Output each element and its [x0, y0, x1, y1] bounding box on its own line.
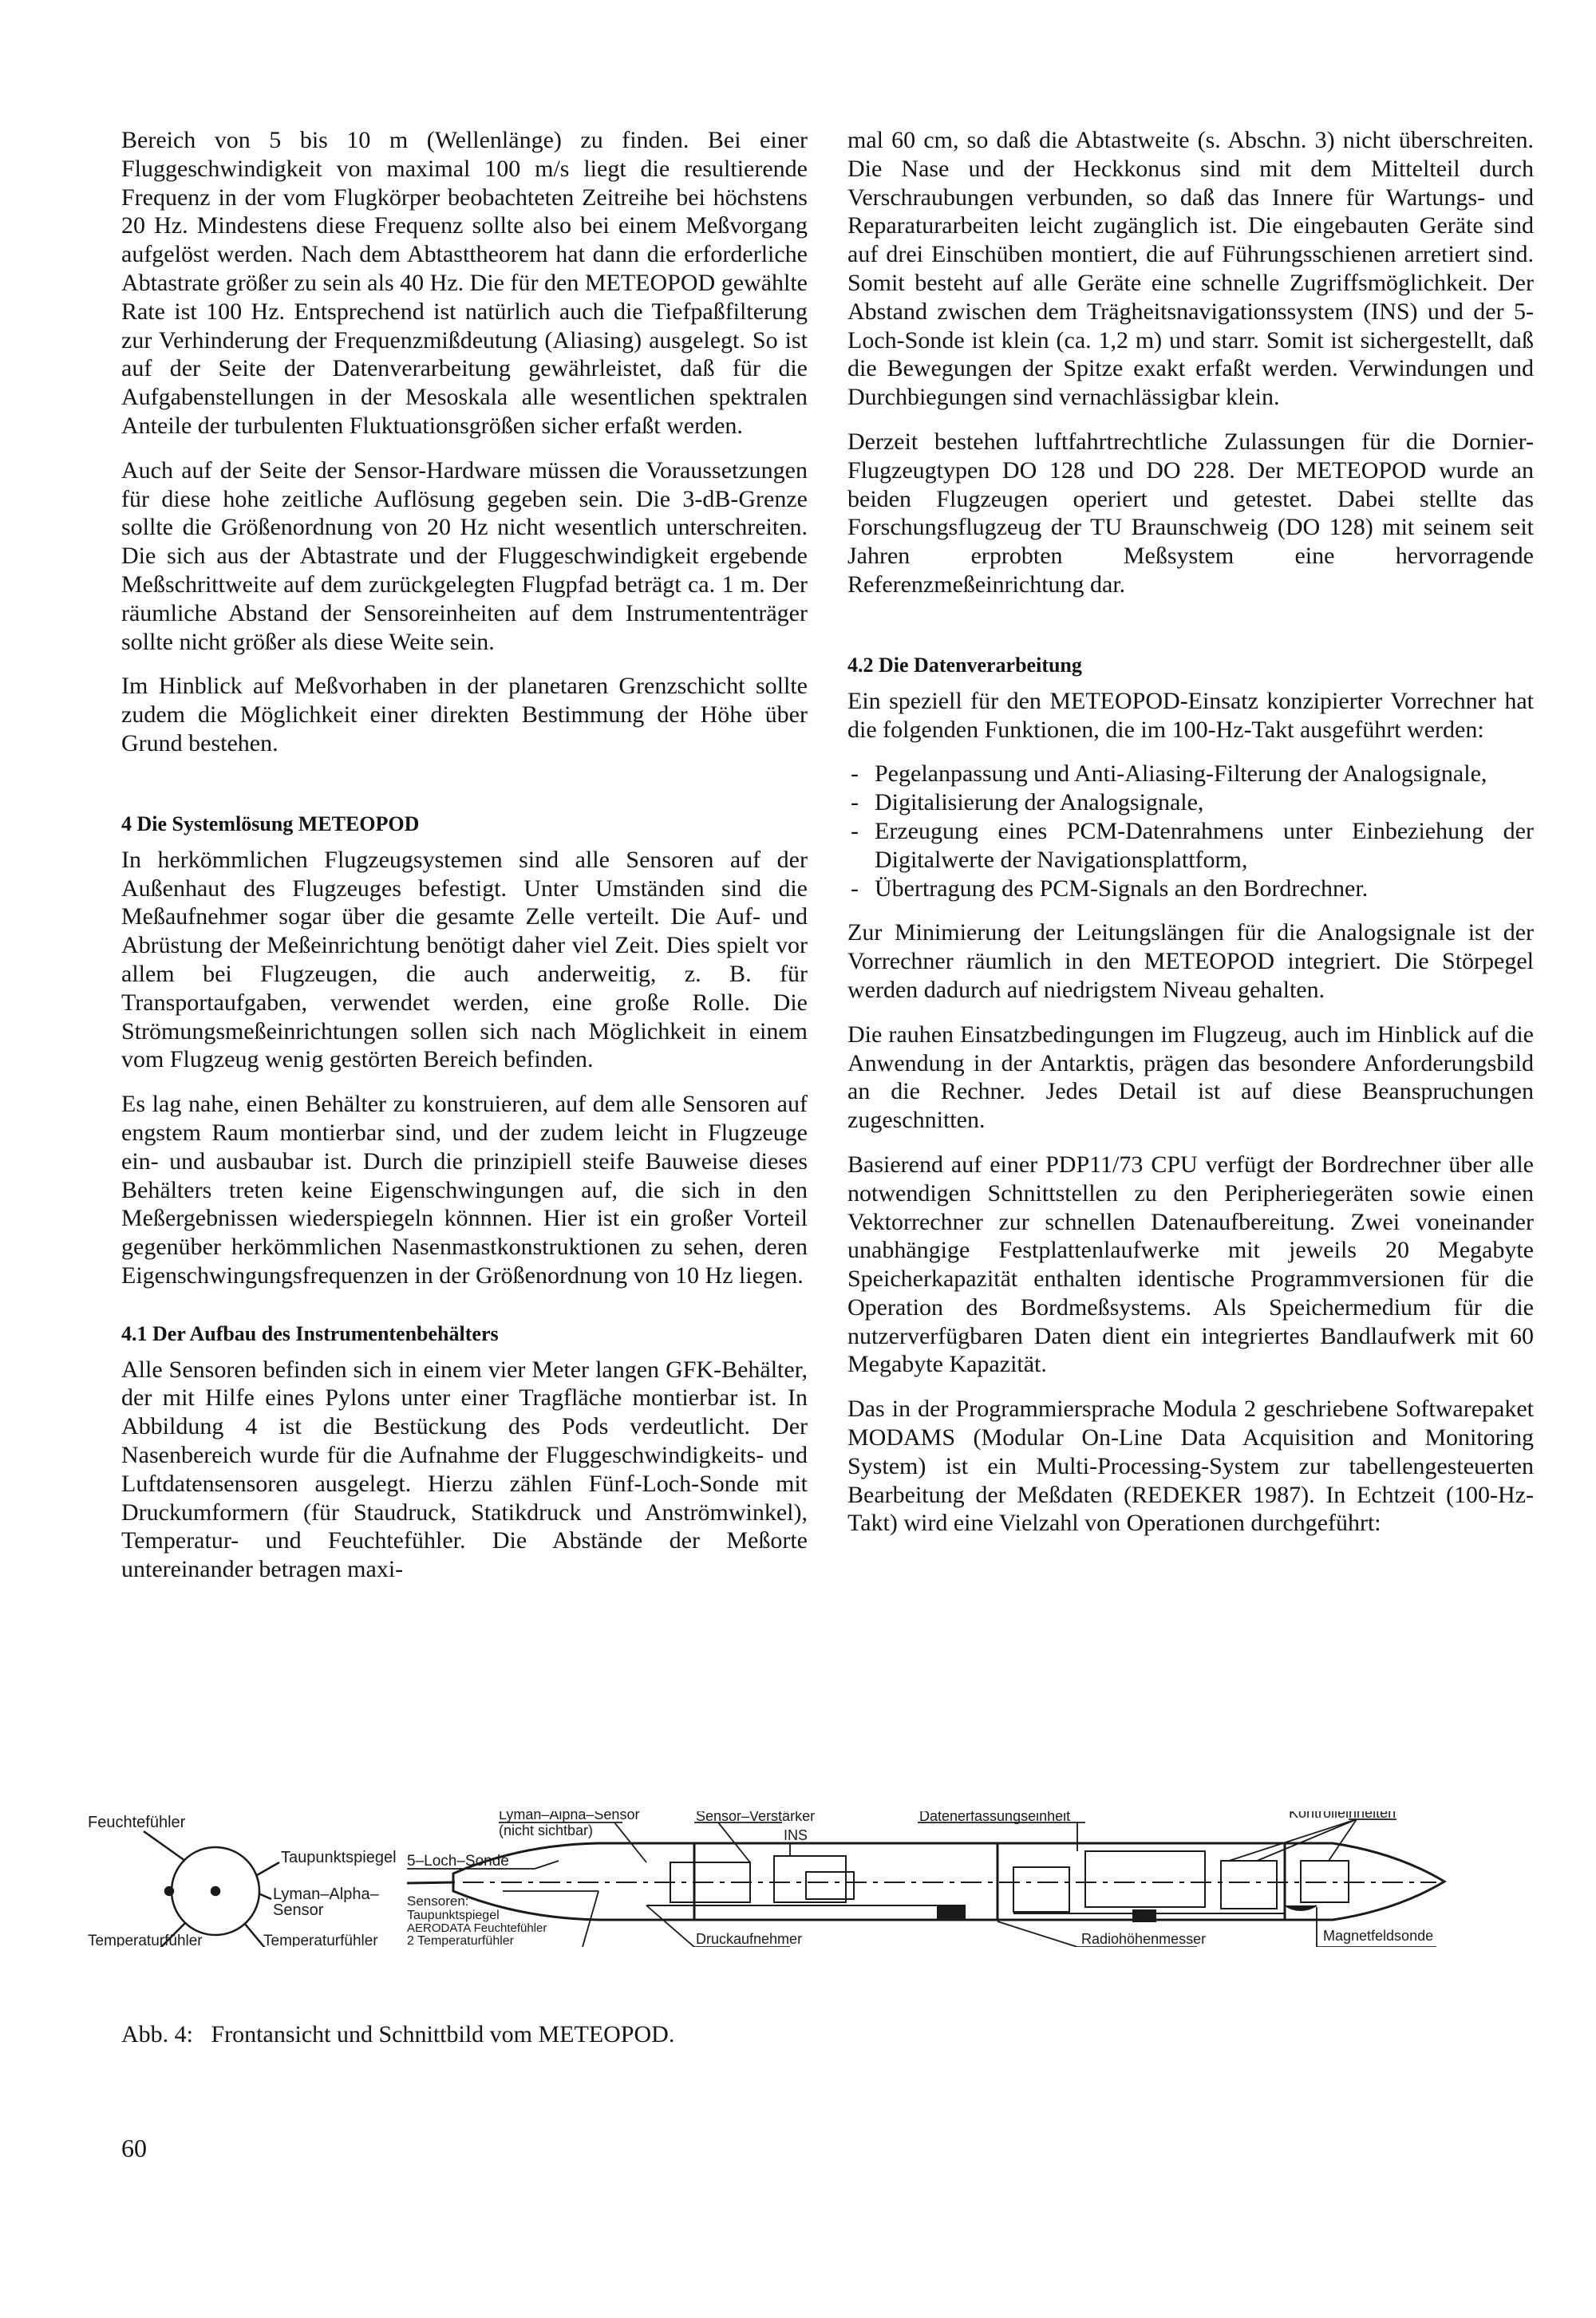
- front-view: [144, 1831, 279, 1947]
- label-sensoren-2: Taupunktspiegel: [407, 1909, 500, 1922]
- label-kontrolleinheiten: Kontrolleinheiten: [1289, 1811, 1396, 1821]
- caption-text: Frontansicht und Schnittbild vom METEOPOD.: [211, 2021, 675, 2048]
- left-column: [121, 126, 808, 1600]
- label-temp-right: Temperaturfühler: [263, 1933, 378, 1947]
- pod-internals: [463, 1851, 1436, 1921]
- right-column: [847, 126, 1534, 1554]
- label-sensor-verstaerker: Sensor–Verstärker: [696, 1811, 816, 1824]
- label-druckaufnehmer: Druckaufnehmer: [696, 1931, 803, 1947]
- front-center-dot: [211, 1887, 219, 1895]
- figure-caption: [121, 2020, 674, 2049]
- function-list: [847, 760, 1534, 902]
- label-magnetfeldsonde: Magnetfeldsonde: [1323, 1928, 1434, 1944]
- list-item: - Erzeugung eines PCM-Datenrahmens unter Einbeziehung der Digitalwerte der Navigationsplattform,: [847, 817, 1534, 875]
- label-sensoren-4: 2 Temperaturfühler: [407, 1934, 514, 1947]
- list-item: - Pegelanpassung und Anti-Aliasing-Filterung der Analogsignale,: [847, 760, 1534, 788]
- list-item: - Digitalisierung der Analogsignale,: [847, 788, 1534, 817]
- label-sensoren-1: Sensoren:: [407, 1893, 469, 1909]
- meteopod-figure: [88, 1811, 1476, 1947]
- label-ins: INS: [784, 1827, 808, 1843]
- section-heading-4-2: 4.2 Die Datenverarbeitung: [847, 653, 1082, 677]
- paragraph: Zur Minimierung der Leitungslängen für die Analogsignale ist der Vorrechner räumlich in den METEOPOD integriert. Die Störpegel werden dadurch auf niedrigstem Niveau gehalten.: [847, 919, 1534, 1003]
- list-item: - Übertragung des PCM-Signals an den Bordrechner.: [847, 875, 1534, 903]
- label-datenerfassung: Datenerfassungseinheit: [919, 1811, 1071, 1824]
- paragraph: Auch auf der Seite der Sensor-Hardware müssen die Voraussetzungen für diese hohe zeitliche Auflösung gegeben sein. Die 3-dB-Grenze sollte die Größenordnung von 20 Hz nicht wesentlich unterschreiten. Die sich aus der Abtastrate und der Fluggeschwindigkeit ergebende Meßschrittweite auf dem zurückgelegten Flugpfad beträgt ca. 1 m. Der räumliche Abstand der Sensoreinheiten auf dem Instrumententräger sollte nicht größer als diese Weite sein.: [121, 456, 808, 655]
- label-loch-sonde: 5–Loch–Sonde: [407, 1853, 509, 1870]
- label-taupunktspiegel: Taupunktspiegel: [281, 1849, 397, 1866]
- label-sensoren-3: AERODATA Feuchtefühler: [407, 1921, 547, 1935]
- meteopod-diagram: [88, 1811, 1476, 1947]
- paragraph: Basierend auf einer PDP11/73 CPU verfügt der Bordrechner über alle notwendigen Schnittstellen zu den Peripheriegeräten sowie einen Vektorrechner zur schnellen Datenaufbereitung. Zwei voneinander unabhängige Festplattenlaufwerke mit jeweils 20 Megabyte Speicherkapazität enthalten identische Programmversionen für die Operation des Bordmeßsystems. Als Speichermedium für die nutzerverfügbaren Daten dient ein integriertes Bandlaufwerk mit 60 Megabyte Kapazität.: [847, 1151, 1534, 1378]
- label-lyman-sensor-2: (nicht sichtbar): [499, 1822, 594, 1838]
- caption-label: Abb. 4:: [121, 2021, 193, 2048]
- section-heading-4-1: 4.1 Der Aufbau des Instrumentenbehälters: [121, 1321, 499, 1345]
- paragraph: mal 60 cm, so daß die Abtastweite (s. Abschn. 3) nicht überschreiten. Die Nase und der Heckkonus sind mit dem Mittelteil durch Verschraubungen verbunden, so daß das Innere für Wartungs- und Reparaturarbeiten leicht zugänglich ist. Die eingebauten Geräte sind auf drei Einschüben montiert, die auf Führungsschienen arretiert sind. Somit besteht auf alle Geräte eine schnelle Zugriffsmöglichkeit. Der Abstand zwischen dem Trägheitsnavigationssystem (INS) und der 5-Loch-Sonde ist klein (ca. 1,2 m) und starr. Somit ist sichergestellt, daß die Bewegungen der Spitze exakt erfaßt werden. Verwindungen und Durchbiegungen sind vernachlässigbar klein.: [847, 127, 1534, 411]
- paragraph: Derzeit bestehen luftfahrtrechtliche Zulassungen für die Dornier-Flugzeugtypen DO 128 und DO 228. Der METEOPOD wurde an beiden Flugzeugen operiert und getestet. Dabei stellte das Forschungsflugzeug der TU Braunschweig (DO 128) mit seinem seit Jahren erprobten Meßsystem eine hervorragende Referenzmeßeinrichtung dar.: [847, 428, 1534, 598]
- paragraph: Bereich von 5 bis 10 m (Wellenlänge) zu finden. Bei einer Fluggeschwindigkeit von maximal 100 m/s liegt die resultierende Frequenz in der vom Flugkörper beobachteten Zeitreihe bei höchstens 20 Hz. Mindestens diese Frequenz sollte also bei einem Meßvorgang aufgelöst werden. Nach dem Abtasttheorem hat dann die erforderliche Abtastrate größer zu sein als 40 Hz. Die für den METEOPOD gewählte Rate ist 100 Hz. Entsprechend ist natürlich auch die Tiefpaßfilterung zur Verhinderung der Frequenzmißdeutung (Aliasing) ausgelegt. So ist auf der Seite der Datenverarbeitung gewährleistet, daß für die Aufgabenstellungen in der Mesoskala alle wesentlichen spektralen Anteile der turbulenten Fluktuationsgrößen sicher erfaßt werden.: [121, 127, 808, 439]
- nose-probe: [407, 1882, 455, 1883]
- paragraph: In herkömmlichen Flugzeugsystemen sind alle Sensoren auf der Außenhaut des Flugzeuges befestigt. Unter Umständen sind die Meßaufnehmer sogar über die gesamte Zelle verteilt. Die Auf- und Abrüstung der Meßeinrichtung benötigt daher viel Zeit. Dies spielt vor allem bei Flugzeugen, die auch anderweitig, z. B. für Transportaufgaben, verwendet werden, eine große Rolle. Die Strömungsmeßeinrichtungen sollen sich nach Möglichkeit in einem vom Flugzeug wenig gestörten Bereich befinden.: [121, 846, 808, 1073]
- paragraph: Die rauhen Einsatzbedingungen im Flugzeug, auch im Hinblick auf die Anwendung in der Antarktis, prägen das besondere Anforderungsbild an die Rechner. Jedes Detail ist auf diese Beanspruchungen zugeschnitten.: [847, 1021, 1534, 1134]
- paragraph: Alle Sensoren befinden sich in einem vier Meter langen GFK-Behälter, der mit Hilfe eines Pylons unter einer Tragfläche montierbar ist. In Abbildung 4 ist die Bestückung des Pods verdeutlicht. Der Nasenbereich wurde für die Aufnahme der Fluggeschwindigkeits- und Luftdatensensoren ausgelegt. Hierzu zählen Fünf-Loch-Sonde mit Druckumformern (für Staudruck, Statikdruck und Anströmwinkel), Temperatur- und Feuchtefühler. Die Abstände der Meßorte untereinander betragen maxi-: [121, 1356, 808, 1583]
- paragraph: Es lag nahe, einen Behälter zu konstruieren, auf dem alle Sensoren auf engstem Raum montierbar sind, und der zudem leicht in Flugzeuge ein- und ausbaubar ist. Durch die prinzipiell steife Bauweise dieses Behälters treten keine Eigenschwingungen auf, die sich in den Meßergebnissen wiederspiegeln könnnen. Hier ist ein großer Vorteil gegenüber herkömmlichen Nasenmastkonstruktionen zu sehen, deren Eigenschwingungsfrequenzen in der Größenordnung von 10 Hz liegen.: [121, 1091, 808, 1289]
- section-heading-4: 4 Die Systemlösung METEOPOD: [121, 811, 420, 835]
- label-lyman-alpha-1: Lyman–Alpha–: [273, 1886, 379, 1903]
- label-lyman-sensor-1: Lyman–Alpha–Sensor: [499, 1811, 640, 1822]
- label-radiohoehenmesser: Radiohöhenmesser: [1081, 1931, 1207, 1947]
- paragraph: Im Hinblick auf Meßvorhaben in der planetaren Grenzschicht sollte zudem die Möglichkeit einer direkten Bestimmung der Höhe über Grund bestehen.: [121, 673, 808, 756]
- paragraph: Ein speziell für den METEOPOD-Einsatz konzipierter Vorrechner hat die folgenden Funktionen, die im 100-Hz-Takt ausgeführt werden:: [847, 687, 1534, 743]
- label-temp-left: Temperaturfühler: [88, 1933, 203, 1947]
- page-number: 60: [121, 2134, 147, 2162]
- label-feuchtefuehler: Feuchtefühler: [88, 1814, 186, 1831]
- label-lyman-alpha-2: Sensor: [273, 1901, 324, 1919]
- paragraph: Das in der Programmiersprache Modula 2 geschriebene Softwarepaket MODAMS (Modular On-Line Data Acquisition and Monitoring System) ist ein Multi-Processing-System zur tabellengesteuerten Bearbeitung der Meßdaten (REDEKER 1987). In Echtzeit (100-Hz-Takt) wird eine Vielzahl von Operationen durchgeführt:: [847, 1396, 1534, 1537]
